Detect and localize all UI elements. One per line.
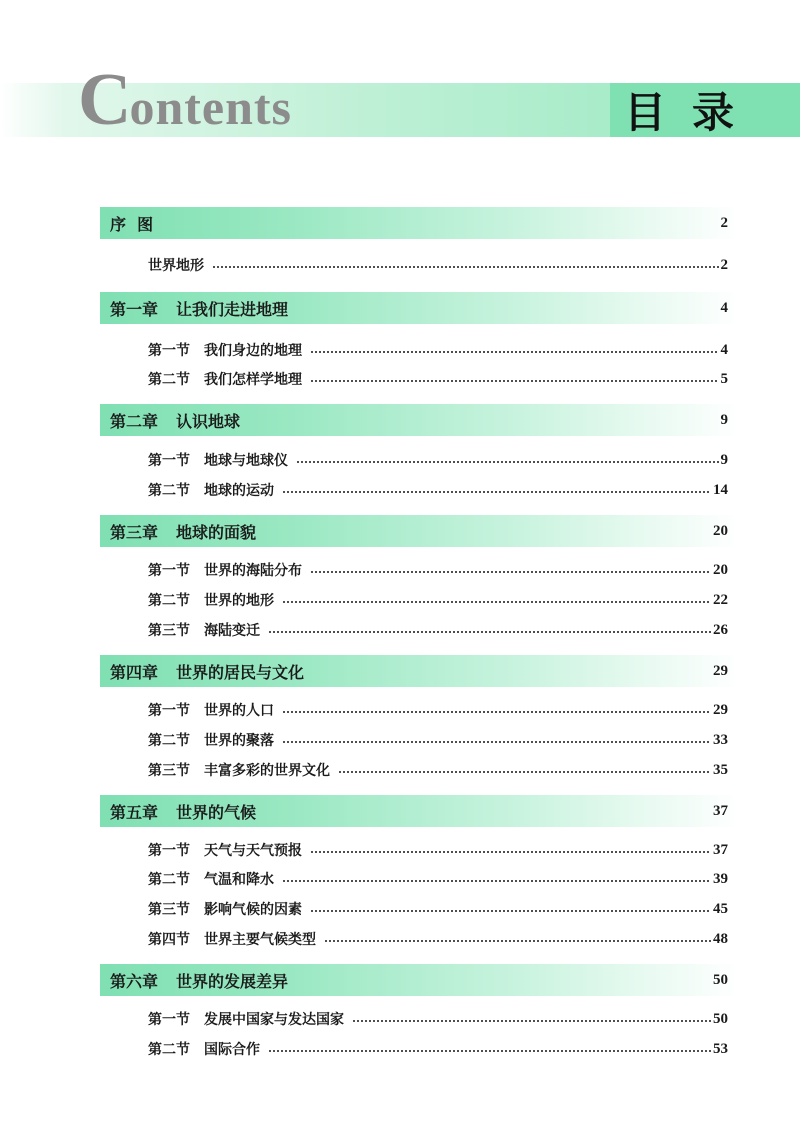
contents-rest: ontents	[129, 79, 293, 135]
dot-leader	[268, 631, 711, 633]
dot-leader	[212, 266, 719, 268]
chapter-title: 让我们走进地理	[176, 299, 289, 319]
chapter-number: 第六章	[110, 971, 159, 991]
chapter-title: 世界的发展差异	[176, 971, 289, 991]
section-number: 第二节	[148, 1042, 190, 1058]
section-page: 45	[713, 900, 728, 917]
chapter-page: 20	[713, 522, 728, 539]
section-entry[interactable]	[148, 758, 728, 782]
section-page: 35	[713, 761, 728, 778]
chapter-preface[interactable]	[100, 207, 740, 239]
dot-leader	[338, 771, 711, 773]
chapter-title: 认识地球	[176, 411, 241, 431]
chapter-5[interactable]	[100, 795, 740, 827]
dot-leader	[352, 1020, 711, 1022]
section-page: 48	[713, 930, 728, 947]
section-page: 22	[713, 591, 728, 608]
toc-title: 目录	[624, 88, 761, 137]
section-page: 4	[720, 341, 728, 358]
section-entry[interactable]	[148, 558, 728, 582]
dot-leader	[324, 940, 711, 942]
chapter-title: 世界的气候	[176, 802, 257, 822]
chapter-2[interactable]	[100, 404, 740, 436]
section-number: 第一节	[148, 453, 190, 469]
section-title: 国际合作	[204, 1042, 260, 1058]
chapter-6[interactable]	[100, 964, 740, 996]
section-entry[interactable]	[148, 897, 728, 921]
dot-leader	[282, 880, 711, 882]
section-entry[interactable]	[148, 588, 728, 612]
section-number: 第二节	[148, 483, 190, 499]
section-number: 第三节	[148, 623, 190, 639]
section-title: 气温和降水	[204, 872, 274, 888]
dot-leader	[282, 711, 711, 713]
section-number: 第二节	[148, 733, 190, 749]
section-page: 39	[713, 870, 728, 887]
dot-leader	[282, 491, 711, 493]
dot-leader	[310, 910, 711, 912]
section-number: 第二节	[148, 872, 190, 888]
section-entry[interactable]	[148, 698, 728, 722]
dot-leader	[296, 461, 719, 463]
section-page: 29	[713, 701, 728, 718]
section-page: 26	[713, 621, 728, 638]
chapter-page: 29	[713, 662, 728, 679]
section-title: 地球与地球仪	[204, 453, 288, 469]
section-number: 第一节	[148, 1012, 190, 1028]
section-entry[interactable]	[148, 618, 728, 642]
section-title: 丰富多彩的世界文化	[204, 763, 330, 779]
section-entry[interactable]	[148, 367, 728, 391]
section-title: 影响气候的因素	[204, 902, 302, 918]
contents-initial: C	[78, 59, 130, 141]
section-number: 第一节	[148, 563, 190, 579]
section-title: 发展中国家与发达国家	[204, 1012, 344, 1028]
section-title: 世界的人口	[204, 703, 274, 719]
section-page: 33	[713, 731, 728, 748]
chapter-number: 第四章	[110, 662, 159, 682]
section-entry[interactable]	[148, 728, 728, 752]
chapter-4[interactable]	[100, 655, 740, 687]
contents-heading	[78, 58, 292, 143]
section-title: 世界的海陆分布	[204, 563, 302, 579]
dot-leader	[268, 1050, 711, 1052]
section-title: 地球的运动	[204, 483, 274, 499]
section-page: 5	[720, 370, 728, 387]
chapter-title: 地球的面貌	[176, 522, 257, 542]
chapter-page: 2	[720, 214, 728, 231]
section-entry[interactable]	[148, 927, 728, 951]
section-title: 天气与天气预报	[204, 843, 302, 859]
section-title: 世界的地形	[204, 593, 274, 609]
chapter-number: 序 图	[110, 214, 154, 234]
section-number: 第四节	[148, 932, 190, 948]
section-entry[interactable]	[148, 478, 728, 502]
dot-leader	[310, 851, 711, 853]
section-page: 53	[713, 1040, 728, 1057]
dot-leader	[282, 741, 711, 743]
section-number: 第一节	[148, 703, 190, 719]
section-page: 37	[713, 841, 728, 858]
section-number: 第三节	[148, 902, 190, 918]
section-title: 海陆变迁	[204, 623, 260, 639]
section-page: 14	[713, 481, 728, 498]
chapter-number: 第五章	[110, 802, 159, 822]
section-number: 第三节	[148, 763, 190, 779]
section-entry[interactable]	[148, 838, 728, 862]
section-page: 50	[713, 1010, 728, 1027]
chapter-page: 9	[720, 411, 728, 428]
chapter-page: 37	[713, 802, 728, 819]
chapter-page: 50	[713, 971, 728, 988]
section-title: 世界主要气候类型	[204, 932, 316, 948]
chapter-number: 第三章	[110, 522, 159, 542]
section-title: 世界的聚落	[204, 733, 274, 749]
section-entry[interactable]	[148, 1007, 728, 1031]
chapter-3[interactable]	[100, 515, 740, 547]
section-page: 2	[720, 256, 728, 273]
section-page: 20	[713, 561, 728, 578]
section-entry[interactable]	[148, 867, 728, 891]
section-entry[interactable]	[148, 338, 728, 362]
section-number: 第一节	[148, 843, 190, 859]
dot-leader	[310, 380, 719, 382]
section-entry[interactable]	[148, 448, 728, 472]
section-number: 第一节	[148, 343, 190, 359]
section-title: 我们身边的地理	[204, 343, 302, 359]
section-number: 第二节	[148, 372, 190, 388]
section-title: 我们怎样学地理	[204, 372, 302, 388]
section-title: 世界地形	[148, 258, 204, 274]
chapter-1[interactable]	[100, 292, 740, 324]
dot-leader	[282, 601, 711, 603]
chapter-number: 第一章	[110, 299, 159, 319]
section-page: 9	[720, 451, 728, 468]
dot-leader	[310, 571, 711, 573]
chapter-number: 第二章	[110, 411, 159, 431]
toc-title-box	[610, 83, 800, 137]
section-number: 第二节	[148, 593, 190, 609]
chapter-page: 4	[720, 299, 728, 316]
chapter-title: 世界的居民与文化	[176, 662, 305, 682]
dot-leader	[310, 351, 719, 353]
section-entry[interactable]	[148, 1037, 728, 1061]
section-entry[interactable]	[148, 253, 728, 277]
